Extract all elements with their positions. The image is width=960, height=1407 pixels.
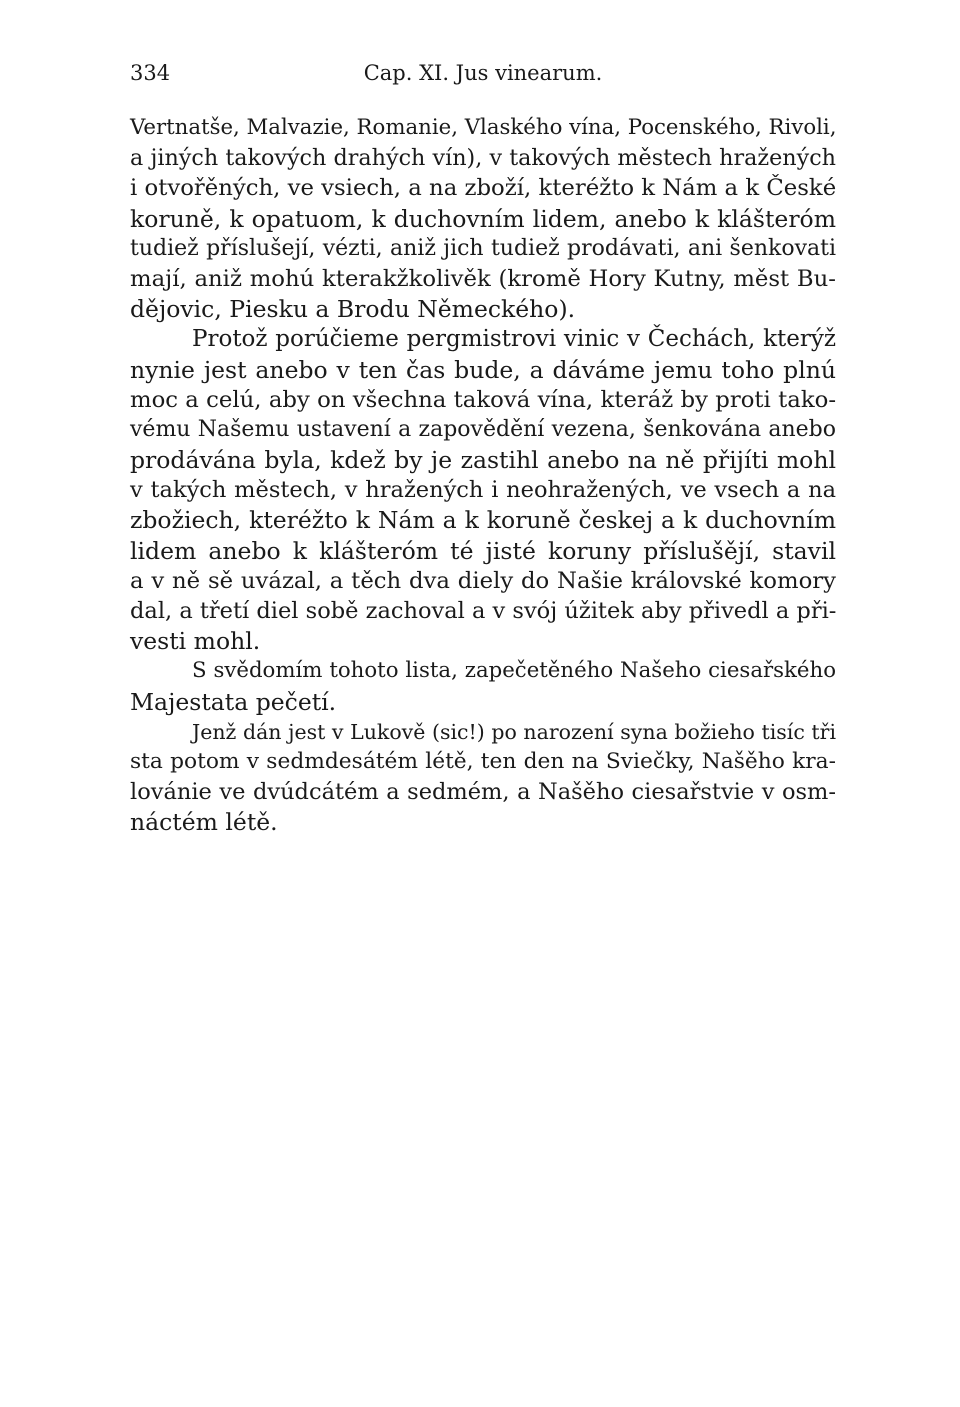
- running-title: Cap. XI. Jus vinearum.: [363, 61, 603, 85]
- text-line: mají, aniž mohú kterakžkolivěk (kromě Hory Kutny, měst Bu-: [130, 265, 836, 292]
- text-line: v takých městech, v hražených i neohražených, ve vsech a na: [130, 477, 836, 504]
- page-number: 334: [130, 61, 171, 85]
- text-line: a jiných takových drahých vín), v takových městech hražených: [130, 145, 836, 172]
- text-line: náctém létě.: [130, 808, 278, 837]
- paragraph-1: [130, 113, 836, 324]
- paragraph-2: [130, 324, 836, 656]
- text-line: lidem anebo k klášteróm té jisté koruny příslušějí, stavil: [130, 536, 836, 565]
- text-line: Majestata pečetí.: [130, 687, 337, 716]
- text-line: prodávána byla, kdež by je zastihl anebo na ně přijíti mohl: [130, 446, 836, 475]
- body-text: [130, 113, 836, 838]
- text-line: zbožiech, kteréžto k Nám a k koruně českej a k duchovním: [130, 506, 836, 535]
- text-line: Vertnatše, Malvazie, Romanie, Vlaského vína, Pocenského, Rivoli,: [130, 115, 837, 140]
- text-line: tudiež příslušejí, vézti, aniž jich tudiež prodávati, ani šenkovati: [130, 235, 836, 261]
- text-line: nynie jest anebo v ten čas bude, a dáváme jemu toho plnú: [130, 355, 836, 384]
- text-line: vému Našemu ustavení a zapovědění vezena, šenkována anebo: [130, 416, 836, 442]
- text-line: i otvořěných, ve vsiech, a na zboží, kteréžto k Nám a k České: [130, 175, 837, 202]
- text-line: a v ně sě uvázal, a těch dva diely do Našie královské komory: [130, 567, 836, 594]
- text-line: Jenž dán jest v Lukově (sic!) po narození syna božieho tisíc tři: [192, 719, 836, 744]
- paragraph-4: [130, 717, 836, 838]
- text-line: dějovic, Piesku a Brodu Německého).: [130, 295, 576, 324]
- text-line: S svědomím tohoto lista, zapečetěného Našeho ciesařského: [192, 658, 836, 684]
- text-line: Protož porúčieme pergmistrovi vinic v Čechách, kterýž: [192, 326, 836, 353]
- text-line: lovánie ve dvúdcátém a sedmém, a Našěho ciesařstvie v osm-: [130, 779, 836, 806]
- paragraph-3: [130, 656, 836, 716]
- text-line: koruně, k opatuom, k duchovním lidem, anebo k klášteróm: [130, 204, 836, 233]
- text-line: vesti mohl.: [130, 627, 261, 656]
- text-line: sta potom v sedmdesátém létě, ten den na Sviečky, Našěho kra-: [130, 748, 836, 774]
- running-header: [130, 58, 836, 88]
- text-line: moc a celú, aby on všechna taková vína, kteráž by proti tako-: [130, 386, 836, 413]
- text-line: dal, a třetí diel sobě zachoval a v svój úžitek aby přivedl a při-: [130, 598, 837, 624]
